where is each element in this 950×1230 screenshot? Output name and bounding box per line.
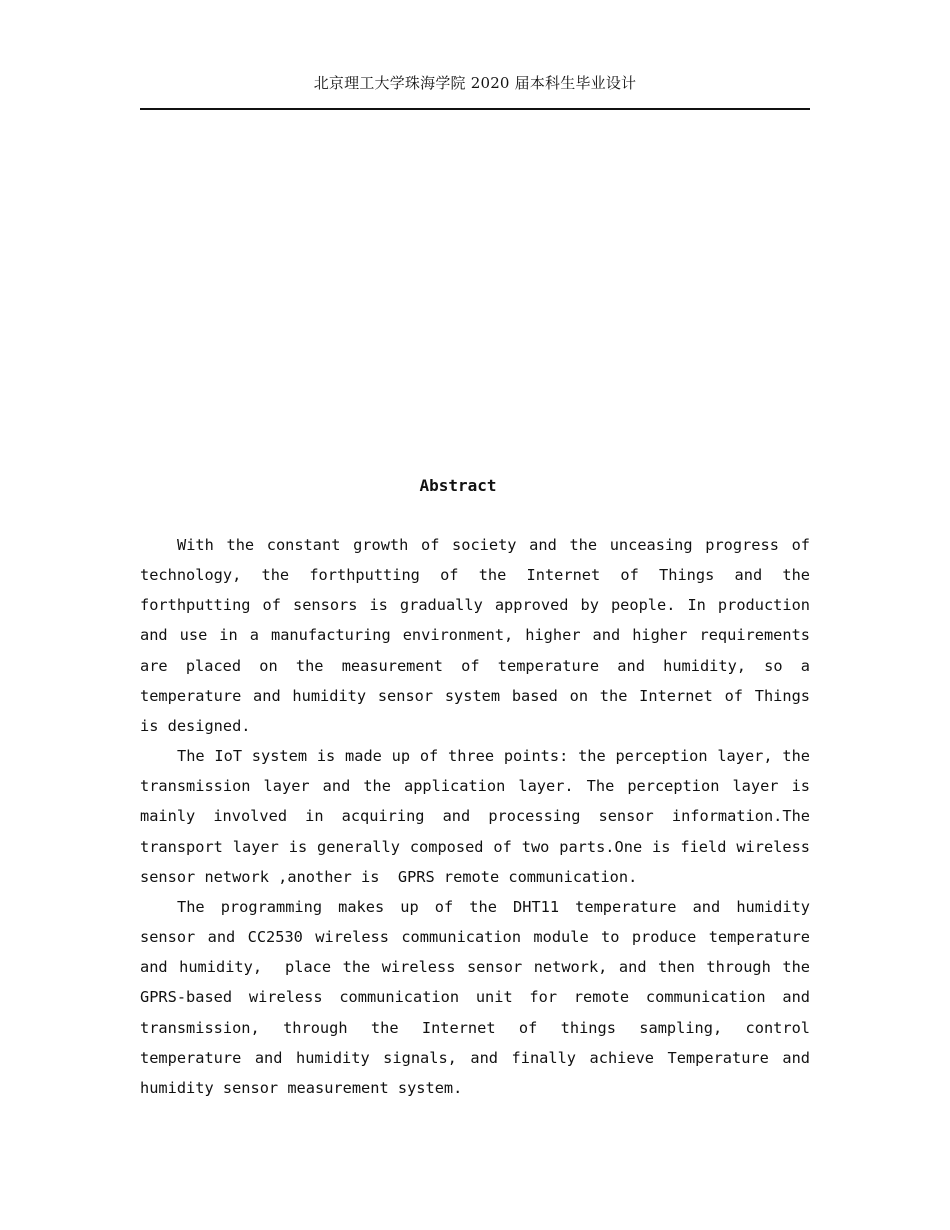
abstract-body	[140, 530, 820, 1103]
abstract-paragraph-2: The IoT system is made up of three points: the perception layer, the transmission layer and the application layer. The perception layer is mainly involved in acquiring and processing sensor information.The transport layer is generally composed of two parts.One is field wireless sensor network ,another is GPRS remote communication.	[140, 747, 820, 886]
page-header: 北京理工大学珠海学院 2020 届本科生毕业设计	[313, 74, 637, 92]
header-rule	[140, 108, 810, 110]
abstract-paragraph-1: With the constant growth of society and the unceasing progress of technology, the forthputting of the Internet of Things and the forthputting of sensors is gradually approved by people. In production and use in a manufacturing environment, higher and higher requirements are placed on the measurement of temperature and humidity, so a temperature and humidity sensor system based on the Internet of Things is designed.	[140, 536, 820, 735]
abstract-paragraph-3: The programming makes up of the DHT11 temperature and humidity sensor and CC2530 wireless communication module to produce temperature and humidity, place the wireless sensor network, and then through the GPRS-based wireless communication unit for remote communication and transmission, through the Internet of things sampling, control temperature and humidity signals, and finally achieve Temperature and humidity sensor measurement system.	[140, 897, 820, 1097]
abstract-title: Abstract	[419, 476, 497, 495]
